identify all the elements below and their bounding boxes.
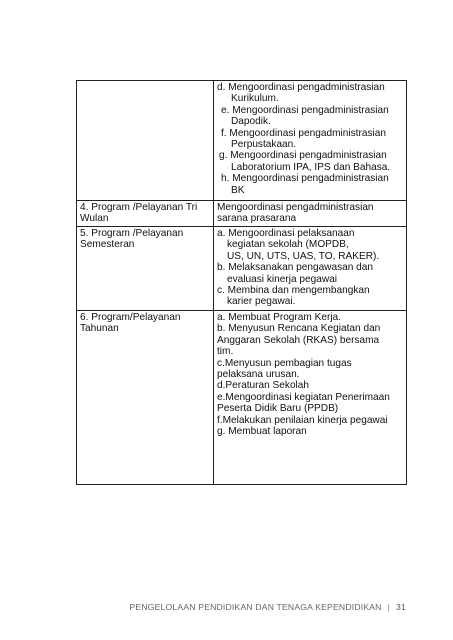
cell-line: e. Mengoordinasi pengadministrasian — [221, 104, 389, 116]
table-row — [77, 81, 407, 201]
program-name-cell — [77, 227, 214, 311]
page-footer — [0, 602, 406, 612]
cell-line: b. Melaksanakan pengawasan dan — [217, 262, 374, 274]
cell-line: Mengoordinasi pengadministrasian — [217, 202, 374, 213]
cell-line: 5. Program /Pelayanan — [80, 228, 184, 239]
cell-line: c. Membina dan mengembangkan — [217, 285, 370, 297]
cell-line: sarana prasarana — [217, 213, 297, 225]
cell-line: f.Melakukan penilaian kinerja pegawai — [217, 414, 388, 426]
cell-line: Dapodik. — [231, 116, 271, 128]
cell-line: Perpustakaan. — [231, 139, 297, 151]
program-activity-cell — [214, 227, 407, 311]
cell-line: Peserta Didik Baru (PPDB) — [217, 403, 339, 415]
program-name-cell — [77, 81, 214, 201]
cell-line: 6. Program/Pelayanan — [80, 312, 181, 323]
footer-separator: | — [387, 602, 391, 612]
page-number: 31 — [396, 602, 406, 612]
cell-line: 4. Program /Pelayanan Tri — [80, 202, 198, 213]
cell-line: g. Membuat laporan — [217, 426, 307, 438]
program-name-cell — [77, 311, 214, 485]
cell-line: a. Membuat Program Kerja. — [217, 312, 341, 323]
cell-line: pelaksana urusan. — [217, 369, 300, 381]
cell-line: f. Mengoordinasi pengadministrasian — [221, 127, 386, 139]
program-activity-cell — [214, 311, 407, 485]
program-name-cell — [77, 201, 214, 227]
table-row — [77, 311, 407, 485]
cell-line: d. Mengoordinasi pengadministrasian — [217, 82, 385, 93]
program-table — [76, 80, 407, 485]
program-activity-cell — [214, 81, 407, 201]
cell-line: kegiatan sekolah (MOPDB, — [227, 239, 349, 251]
footer-title: PENGELOLAAN PENDIDIKAN DAN TENAGA KEPENDIDIKAN — [129, 602, 382, 612]
table-row — [77, 227, 407, 311]
program-activity-cell — [214, 201, 407, 227]
program-table-body — [77, 81, 407, 485]
cell-line: Laboratorium IPA, IPS dan Bahasa. — [231, 161, 391, 173]
cell-line: d.Peraturan Sekolah — [217, 380, 310, 392]
cell-line: Semesteran — [80, 239, 135, 251]
cell-line: Tahunan — [80, 323, 119, 335]
cell-line: tim. — [217, 346, 234, 358]
cell-line: c.Menyusun pembagian tugas — [217, 357, 352, 369]
cell-line: US, UN, UTS, UAS, TO, RAKER). — [227, 250, 380, 262]
cell-line: BK — [231, 184, 245, 196]
cell-line: Wulan — [80, 213, 109, 225]
cell-line: e.Mengoordinasi kegiatan Penerimaan — [217, 391, 390, 403]
cell-line: karier pegawai. — [227, 296, 296, 308]
cell-line: evaluasi kinerja pegawai — [227, 273, 337, 285]
cell-line: b. Menyusun Rencana Kegiatan dan — [217, 323, 381, 335]
cell-line: Anggaran Sekolah (RKAS) bersama — [217, 334, 380, 346]
cell-line: Kurikulum. — [231, 93, 279, 105]
cell-line: g. Mengoordinasi pengadministrasian — [219, 150, 387, 162]
table-row — [77, 201, 407, 227]
cell-line: h. Mengoordinasi pengadministrasian — [221, 173, 389, 185]
cell-line: a. Mengoordinasi pelaksanaan — [217, 228, 355, 239]
